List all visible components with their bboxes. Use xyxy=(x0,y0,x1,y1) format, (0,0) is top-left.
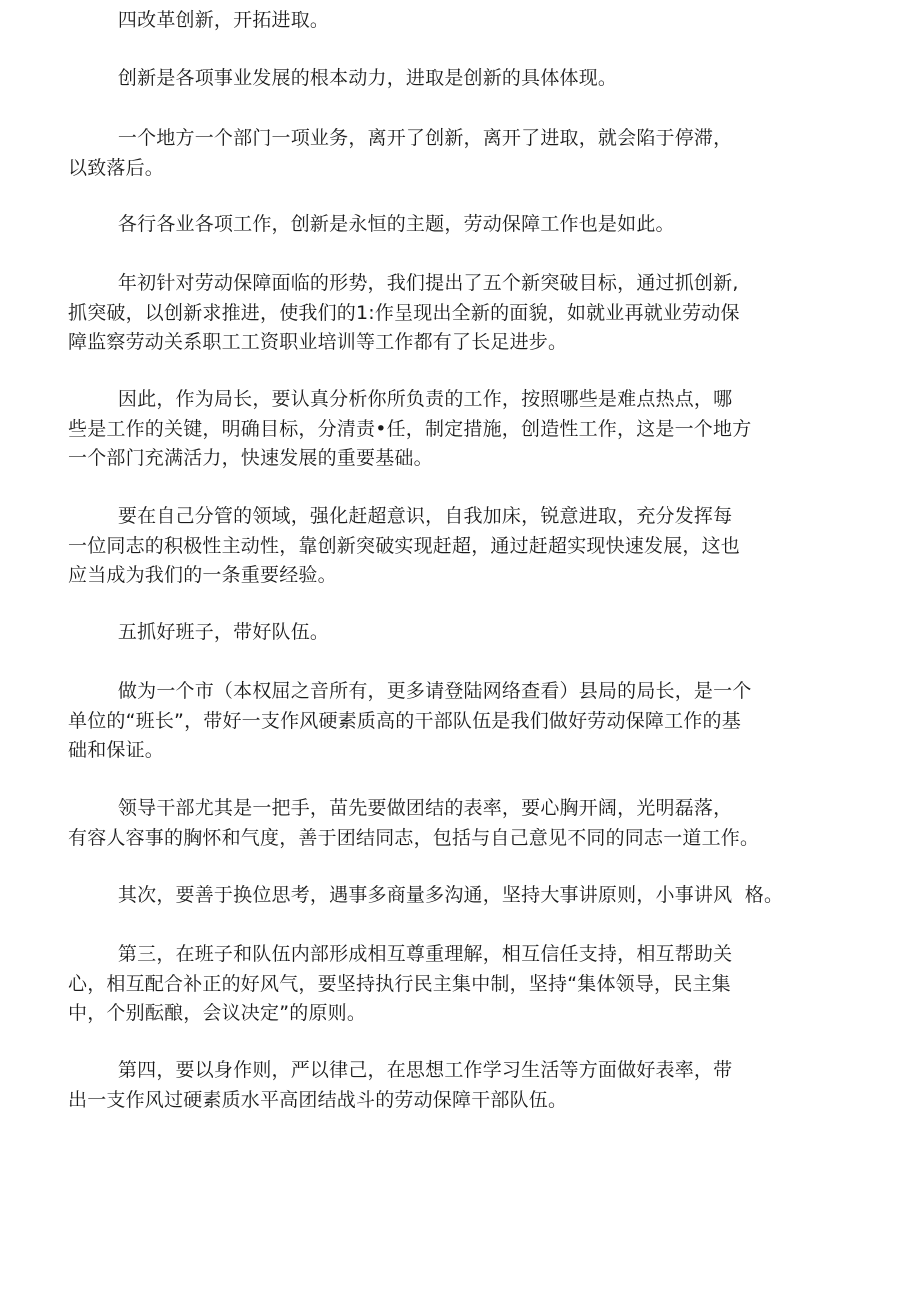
line: 障监察劳动关系职工工资职业培训等工作都有了长足进步。 xyxy=(68,331,568,353)
line: 五抓好班子，带好队伍。 xyxy=(68,621,330,643)
line: 各行各业各项工作，创新是永恒的主题，劳动保障工作也是如此。 xyxy=(68,213,675,235)
line: 创新是各项事业发展的根本动力，进取是创新的具体体现。 xyxy=(68,67,618,89)
line: 础和保证。 xyxy=(68,739,165,761)
line: 要在自己分管的领域，强化赶超意识，自我加床，锐意进取，充分发挥每 xyxy=(68,505,733,527)
paragraph-4 xyxy=(68,210,868,240)
line: 抓突破，以创新求推进，使我们的1:作呈现出全新的面貌，如就业再就业劳动保 xyxy=(68,301,740,324)
line: 中，个别酝酿，会议决定”的原则。 xyxy=(68,1002,367,1024)
paragraph-1 xyxy=(68,6,868,36)
line: 出一支作风过硬素质水平高团结战斗的劳动保障干部队伍。 xyxy=(68,1088,568,1111)
line: 些是工作的关键，明确目标，分清责•任，制定措施，创造性工作，这是一个地方 xyxy=(68,417,752,440)
paragraph-7 xyxy=(68,502,868,591)
line: 应当成为我们的一条重要经验。 xyxy=(68,564,337,586)
line: 年初针对劳动保障面临的形势，我们提出了五个新突破目标，通过抓创新, xyxy=(68,272,739,294)
line: 有容人容事的胸怀和气度，善于团结同志，包括与自己意见不同的同志一道工作。 xyxy=(68,826,760,849)
line: 第三，在班子和队伍内部形成相互尊重理解，相互信任支持，相互帮助关 xyxy=(68,943,733,965)
line: 一个地方一个部门一项业务，离开了创新，离开了进取，就会陷于停滞， xyxy=(68,127,733,149)
paragraph-6 xyxy=(68,385,868,474)
paragraph-12 xyxy=(68,940,868,1029)
paragraph-3 xyxy=(68,124,868,183)
paragraph-11 xyxy=(68,881,868,911)
line: 一位同志的积极性主动性，靠创新突破实现赶超，通过赶超实现快速发展，这也 xyxy=(68,534,741,557)
line: 四改革创新，开拓进取。 xyxy=(68,9,330,31)
line: 一个部门充满活力，快速发展的重要基础。 xyxy=(68,447,433,469)
line: 以致落后。 xyxy=(68,156,165,179)
line: 其次，要善于换位思考，遇事多商量多沟通，坚持大事讲原则，小事讲风 格。 xyxy=(68,884,784,906)
paragraph-9 xyxy=(68,677,868,766)
paragraph-2 xyxy=(68,64,868,94)
line: 单位的“班长”，带好一支作风硬素质高的干部队伍是我们做好劳动保障工作的基 xyxy=(68,709,741,732)
line: 领导干部尤其是一把手，苗先要做团结的表率，要心胸开阔，光明磊落， xyxy=(68,797,733,819)
line: 第四，要以身作则，严以律己，在思想工作学习生活等方面做好表率，带 xyxy=(68,1059,733,1081)
line: 做为一个市（本权屈之音所有，更多请登陆网络查看）县局的局长，是一个 xyxy=(68,680,752,702)
paragraph-13 xyxy=(68,1056,868,1115)
paragraph-10 xyxy=(68,794,868,853)
line: 因此，作为局长，要认真分析你所负责的工作，按照哪些是难点热点，哪 xyxy=(68,388,733,410)
line: 心，相互配合补正的好风气，要坚持执行民主集中制，坚持“集体领导，民主集 xyxy=(68,972,731,995)
paragraph-5 xyxy=(68,269,868,358)
paragraph-8 xyxy=(68,618,868,648)
